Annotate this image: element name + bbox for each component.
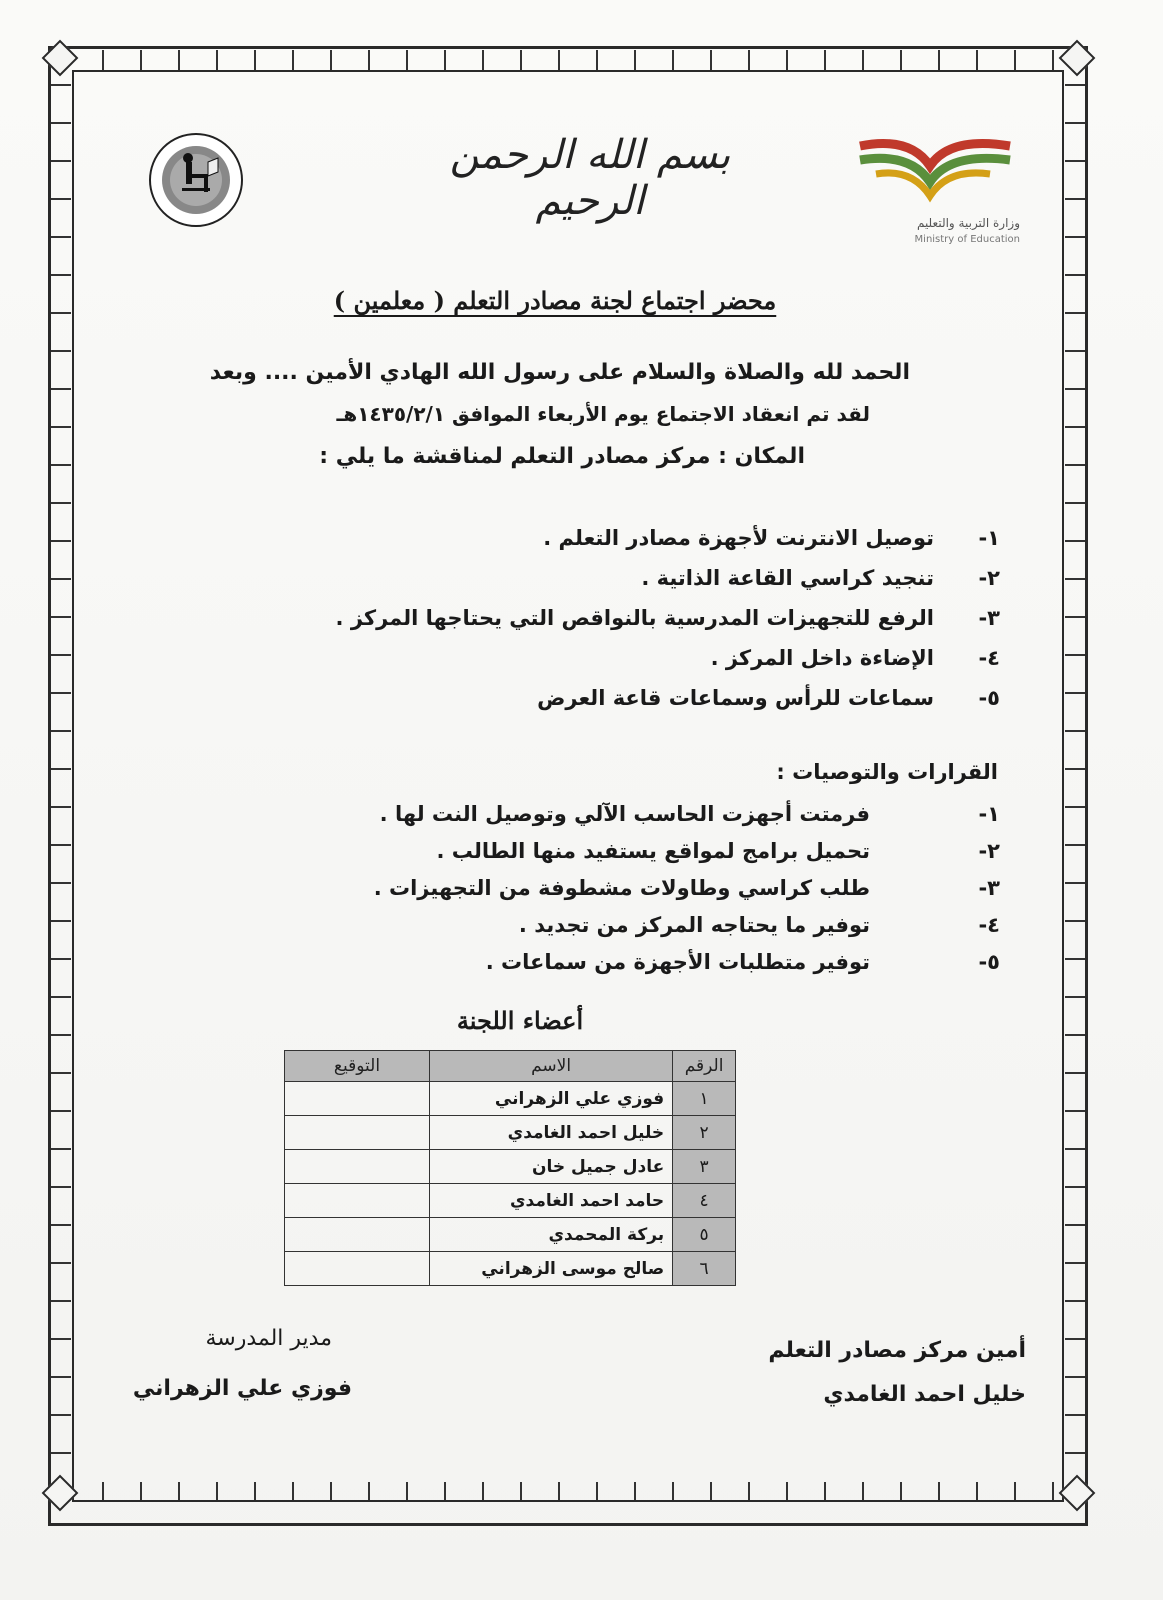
member-name: فوزي علي الزهراني [429, 1082, 672, 1116]
item-text: توفير ما يحتاجه المركز من تجديد . [518, 913, 870, 937]
agenda-item [200, 678, 1000, 718]
member-name: صالح موسى الزهراني [429, 1252, 672, 1286]
item-text: تنجيد كراسي القاعة الذاتية . [641, 566, 934, 590]
item-number: ٢- [978, 839, 1000, 863]
table-row [285, 1082, 736, 1116]
member-name: حامد احمد الغامدي [429, 1184, 672, 1218]
decisions-list [200, 796, 1000, 981]
principal-name: فوزي علي الزهراني [132, 1376, 352, 1401]
basmala: بسم الله الرحمن الرحيم [449, 132, 731, 224]
members-heading: أعضاء اللجنة [456, 1006, 584, 1035]
agenda-list [200, 518, 1000, 718]
member-name: عادل جميل خان [429, 1150, 672, 1184]
decision-item [200, 796, 1000, 833]
item-text: طلب كراسي وطاولات مشطوفة من التجهيزات . [373, 876, 870, 900]
decision-item [200, 833, 1000, 870]
member-name: بركة المحمدي [429, 1218, 672, 1252]
item-number: ٢- [978, 566, 1000, 590]
table-row [285, 1184, 736, 1218]
item-text: فرمتت أجهزت الحاسب الآلي وتوصيل النت لها . [379, 802, 870, 826]
signature-cell [285, 1150, 430, 1184]
members-table [284, 1050, 736, 1286]
principal-role: مدير المدرسة [205, 1326, 332, 1351]
header-name: الاسم [429, 1051, 672, 1082]
table-row [285, 1252, 736, 1286]
header-number: الرقم [673, 1051, 736, 1082]
item-text: توفير متطلبات الأجهزة من سماعات . [485, 950, 870, 974]
item-number: ٣- [978, 606, 1000, 630]
item-number: ١- [978, 526, 1000, 550]
row-number: ١ [673, 1082, 736, 1116]
signature-cell [285, 1184, 430, 1218]
row-number: ٢ [673, 1116, 736, 1150]
agenda-item [200, 598, 1000, 638]
agenda-item [200, 638, 1000, 678]
table-row [285, 1218, 736, 1252]
row-number: ٥ [673, 1218, 736, 1252]
signature-cell [285, 1252, 430, 1286]
item-number: ٣- [978, 876, 1000, 900]
decision-item [200, 870, 1000, 907]
signature-cell [285, 1116, 430, 1150]
item-number: ١- [978, 802, 1000, 826]
ministry-name-arabic: وزارة التربية والتعليم [916, 216, 1020, 230]
row-number: ٦ [673, 1252, 736, 1286]
item-number: ٤- [978, 913, 1000, 937]
table-header-row [285, 1051, 736, 1082]
signature-cell [285, 1082, 430, 1116]
decision-item [200, 944, 1000, 981]
item-number: ٥- [978, 950, 1000, 974]
signature-cell [285, 1218, 430, 1252]
border-inner [72, 70, 1064, 1502]
header-signature: التوقيع [285, 1051, 430, 1082]
lrc-secretary-role: أمين مركز مصادر التعلم [768, 1338, 1026, 1363]
member-name: خليل احمد الغامدي [429, 1116, 672, 1150]
decisions-heading: القرارات والتوصيات : [776, 760, 998, 784]
item-text: تحميل برامج لمواقع يستفيد منها الطالب . [436, 839, 870, 863]
item-text: توصيل الانترنت لأجهزة مصادر التعلم . [543, 526, 934, 550]
document-title: محضر اجتماع لجنة مصادر التعلم ( معلمين ) [333, 286, 777, 315]
item-text: الإضاءة داخل المركز . [710, 646, 934, 670]
intro-line-1: الحمد لله والصلاة والسلام على رسول الله الهادي الأمين .... وبعد [209, 360, 910, 385]
agenda-item [200, 518, 1000, 558]
table-row [285, 1150, 736, 1184]
item-text: سماعات للرأس وسماعات قاعة العرض [537, 686, 934, 710]
intro-line-2: لقد تم انعقاد الاجتماع يوم الأربعاء الموافق ١٤٣٥/٢/١هـ [336, 402, 870, 426]
row-number: ٤ [673, 1184, 736, 1218]
row-number: ٣ [673, 1150, 736, 1184]
agenda-item [200, 558, 1000, 598]
table-row [285, 1116, 736, 1150]
ministry-name-english: Ministry of Education [914, 234, 1020, 245]
learning-resources-logo [148, 132, 244, 228]
item-text: الرفع للتجهيزات المدرسية بالنواقص التي يحتاجها المركز . [335, 606, 934, 630]
item-number: ٥- [978, 686, 1000, 710]
lrc-secretary-name: خليل احمد الغامدي [823, 1382, 1026, 1407]
decision-item [200, 907, 1000, 944]
intro-line-3: المكان : مركز مصادر التعلم لمناقشة ما يلي : [319, 444, 805, 469]
item-number: ٤- [978, 646, 1000, 670]
